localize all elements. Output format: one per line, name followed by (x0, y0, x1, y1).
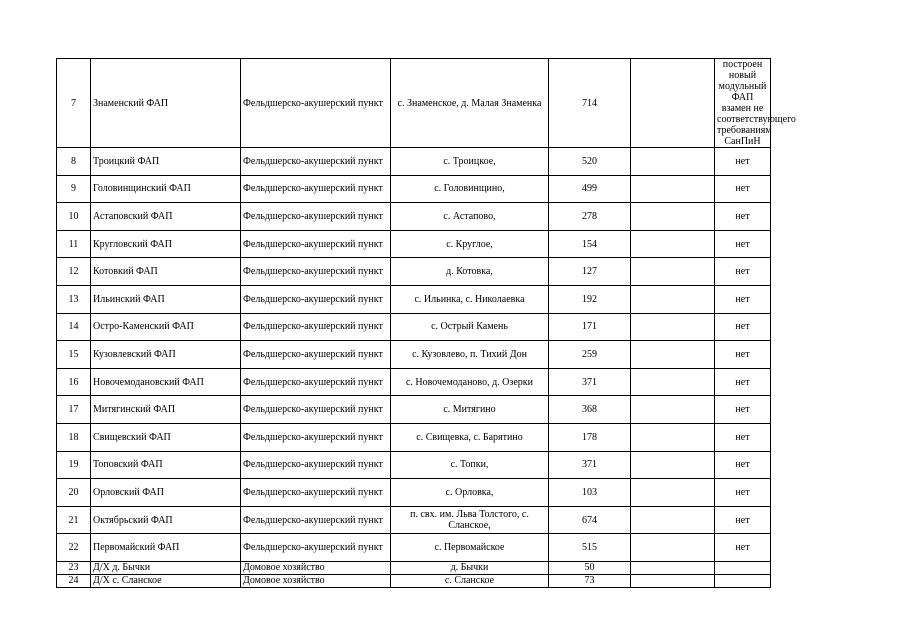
facility-name: Остро-Каменский ФАП (91, 313, 241, 341)
requirements-note: нет (715, 341, 771, 369)
facility-name: Д/Х с. Сланское (91, 574, 241, 587)
empty-cell (631, 451, 715, 479)
requirements-note: нет (715, 534, 771, 562)
row-number: 8 (57, 148, 91, 176)
requirements-note: нет (715, 313, 771, 341)
facility-type: Домовое хозяйство (241, 574, 391, 587)
facility-type: Фельдшерско-акушерский пункт (241, 451, 391, 479)
settlement-list: с. Митягино (391, 396, 549, 424)
settlement-list: с. Сланское (391, 574, 549, 587)
facility-type: Фельдшерско-акушерский пункт (241, 341, 391, 369)
settlement-list: д. Котовка, (391, 258, 549, 286)
row-number: 19 (57, 451, 91, 479)
facility-type: Фельдшерско-акушерский пункт (241, 479, 391, 507)
settlement-list: с. Ильинка, с. Николаевка (391, 285, 549, 313)
requirements-note: нет (715, 423, 771, 451)
facility-type: Фельдшерско-акушерский пункт (241, 423, 391, 451)
requirements-note (715, 561, 771, 574)
empty-cell (631, 574, 715, 587)
empty-cell (631, 396, 715, 424)
table-row (57, 574, 771, 587)
facility-name: Первомайский ФАП (91, 534, 241, 562)
table-row (57, 451, 771, 479)
table-row (57, 258, 771, 286)
population-count: 127 (549, 258, 631, 286)
facility-name: Орловский ФАП (91, 479, 241, 507)
facility-name: Новочемодановский ФАП (91, 368, 241, 396)
row-number: 22 (57, 534, 91, 562)
row-number: 7 (57, 59, 91, 148)
facility-name: Астаповский ФАП (91, 203, 241, 231)
settlement-list: с. Новочемоданово, д. Озерки (391, 368, 549, 396)
empty-cell (631, 423, 715, 451)
population-count: 515 (549, 534, 631, 562)
population-count: 674 (549, 506, 631, 534)
requirements-note: нет (715, 451, 771, 479)
empty-cell (631, 175, 715, 203)
requirements-note: нет (715, 479, 771, 507)
facility-name: Котовкий ФАП (91, 258, 241, 286)
facility-name: Кругловский ФАП (91, 230, 241, 258)
table-row (57, 203, 771, 231)
facility-type: Фельдшерско-акушерский пункт (241, 258, 391, 286)
requirements-note: нет (715, 285, 771, 313)
population-count: 278 (549, 203, 631, 231)
empty-cell (631, 148, 715, 176)
empty-cell (631, 59, 715, 148)
empty-cell (631, 313, 715, 341)
facility-name: Д/Х д. Бычки (91, 561, 241, 574)
facility-name: Кузовлевский ФАП (91, 341, 241, 369)
table-row (57, 285, 771, 313)
settlement-list: с. Знаменское, д. Малая Знаменка (391, 59, 549, 148)
settlement-list: с. Троицкое, (391, 148, 549, 176)
row-number: 12 (57, 258, 91, 286)
population-count: 103 (549, 479, 631, 507)
row-number: 10 (57, 203, 91, 231)
facility-type: Фельдшерско-акушерский пункт (241, 534, 391, 562)
empty-cell (631, 561, 715, 574)
facility-name: Топовский ФАП (91, 451, 241, 479)
row-number: 9 (57, 175, 91, 203)
population-count: 371 (549, 451, 631, 479)
facility-type: Фельдшерско-акушерский пункт (241, 285, 391, 313)
table-row (57, 561, 771, 574)
requirements-note: построен новый модульный ФАП взамен не соответствующего требованиям СанПиН (715, 59, 771, 148)
requirements-note: нет (715, 203, 771, 231)
empty-cell (631, 368, 715, 396)
facility-type: Фельдшерско-акушерский пункт (241, 313, 391, 341)
table-row (57, 148, 771, 176)
table-row (57, 59, 771, 148)
row-number: 13 (57, 285, 91, 313)
population-count: 371 (549, 368, 631, 396)
settlement-list: с. Топки, (391, 451, 549, 479)
requirements-note: нет (715, 506, 771, 534)
row-number: 15 (57, 341, 91, 369)
facility-type: Фельдшерско-акушерский пункт (241, 59, 391, 148)
population-count: 192 (549, 285, 631, 313)
facility-name: Головинщинский ФАП (91, 175, 241, 203)
facility-type: Фельдшерско-акушерский пункт (241, 396, 391, 424)
row-number: 21 (57, 506, 91, 534)
settlement-list: с. Астапово, (391, 203, 549, 231)
empty-cell (631, 258, 715, 286)
requirements-note: нет (715, 230, 771, 258)
facilities-table (56, 58, 796, 588)
row-number: 18 (57, 423, 91, 451)
row-number: 24 (57, 574, 91, 587)
population-count: 73 (549, 574, 631, 587)
facility-name: Митягинский ФАП (91, 396, 241, 424)
requirements-note: нет (715, 148, 771, 176)
facility-name: Знаменский ФАП (91, 59, 241, 148)
settlement-list: с. Кузовлево, п. Тихий Дон (391, 341, 549, 369)
facility-type: Фельдшерско-акушерский пункт (241, 203, 391, 231)
population-count: 368 (549, 396, 631, 424)
empty-cell (631, 479, 715, 507)
row-number: 23 (57, 561, 91, 574)
table-row (57, 230, 771, 258)
settlement-list: с. Круглое, (391, 230, 549, 258)
requirements-note: нет (715, 396, 771, 424)
settlement-list: п. свх. им. Льва Толстого, с. Сланское, (391, 506, 549, 534)
facilities-table-body (57, 59, 796, 588)
facility-type: Фельдшерско-акушерский пункт (241, 148, 391, 176)
population-count: 714 (549, 59, 631, 148)
table-row (57, 368, 771, 396)
table-row (57, 534, 771, 562)
population-count: 171 (549, 313, 631, 341)
empty-cell (631, 285, 715, 313)
population-count: 178 (549, 423, 631, 451)
table-row (57, 175, 771, 203)
facility-name: Свищевский ФАП (91, 423, 241, 451)
settlement-list: с. Орловка, (391, 479, 549, 507)
requirements-note: нет (715, 368, 771, 396)
facility-type: Фельдшерско-акушерский пункт (241, 506, 391, 534)
row-number: 17 (57, 396, 91, 424)
empty-cell (631, 230, 715, 258)
facility-name: Троицкий ФАП (91, 148, 241, 176)
settlement-list: с. Свищевка, с. Барятино (391, 423, 549, 451)
settlement-list: с. Острый Камень (391, 313, 549, 341)
settlement-list: с. Головинщино, (391, 175, 549, 203)
facility-type: Фельдшерско-акушерский пункт (241, 230, 391, 258)
population-count: 154 (549, 230, 631, 258)
row-number: 20 (57, 479, 91, 507)
empty-cell (631, 534, 715, 562)
empty-cell (631, 341, 715, 369)
population-count: 259 (549, 341, 631, 369)
table-row (57, 423, 771, 451)
empty-cell (631, 506, 715, 534)
population-count: 499 (549, 175, 631, 203)
facility-type: Фельдшерско-акушерский пункт (241, 368, 391, 396)
settlement-list: д. Бычки (391, 561, 549, 574)
facility-type: Домовое хозяйство (241, 561, 391, 574)
empty-cell (631, 203, 715, 231)
population-count: 50 (549, 561, 631, 574)
facility-name: Октябрьский ФАП (91, 506, 241, 534)
facility-name: Ильинский ФАП (91, 285, 241, 313)
facility-type: Фельдшерско-акушерский пункт (241, 175, 391, 203)
population-count: 520 (549, 148, 631, 176)
table-row (57, 479, 771, 507)
table-row (57, 341, 771, 369)
table-row (57, 313, 771, 341)
requirements-note: нет (715, 258, 771, 286)
table-row (57, 396, 771, 424)
row-number: 11 (57, 230, 91, 258)
requirements-note: нет (715, 175, 771, 203)
row-number: 14 (57, 313, 91, 341)
requirements-note (715, 574, 771, 587)
settlement-list: с. Первомайское (391, 534, 549, 562)
row-number: 16 (57, 368, 91, 396)
table-row (57, 506, 771, 534)
